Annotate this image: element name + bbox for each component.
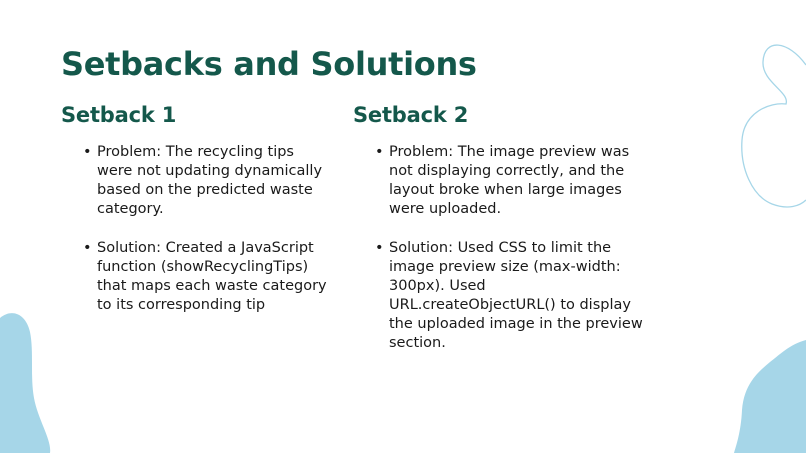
- setback-1-problem-text: Problem: The recycling tips were not updating dynamically based on the predicted waste category.: [97, 144, 323, 217]
- setback-1-heading: Setback 1: [61, 103, 177, 127]
- setback-2-column: [353, 101, 643, 373]
- bullet-dot-icon: •: [375, 144, 384, 160]
- bullet-dot-icon: •: [83, 240, 92, 256]
- setback-1-column: [61, 101, 331, 335]
- blob-bottom-left: [0, 313, 50, 453]
- blob-outline-top-right: [742, 45, 806, 207]
- setback-2-problem-text: Problem: The image preview was not displaying correctly, and the layout broke when large images were uploaded.: [389, 144, 630, 217]
- setback-2-heading: Setback 2: [353, 103, 469, 127]
- blob-bottom-right: [734, 340, 806, 453]
- setback-1-solution-bullet: [61, 239, 331, 315]
- setback-1-bullets: [61, 143, 331, 315]
- setback-1-solution-text: Solution: Created a JavaScript function (showRecyclingTips) that maps each waste category to its corresponding tip: [97, 240, 327, 313]
- setback-2-problem-bullet: [353, 143, 643, 219]
- setback-1-problem-bullet: [61, 143, 331, 219]
- slide-title: Setbacks and Solutions: [61, 45, 477, 83]
- bullet-dot-icon: •: [83, 144, 92, 160]
- setback-2-solution-text: Solution: Used CSS to limit the image preview size (max-width: 300px). Used URL.createObjectURL() to display the uploaded image in the preview section.: [389, 240, 643, 351]
- bullet-dot-icon: •: [375, 240, 384, 256]
- setback-2-solution-bullet: [353, 239, 643, 353]
- setback-2-bullets: [353, 143, 643, 353]
